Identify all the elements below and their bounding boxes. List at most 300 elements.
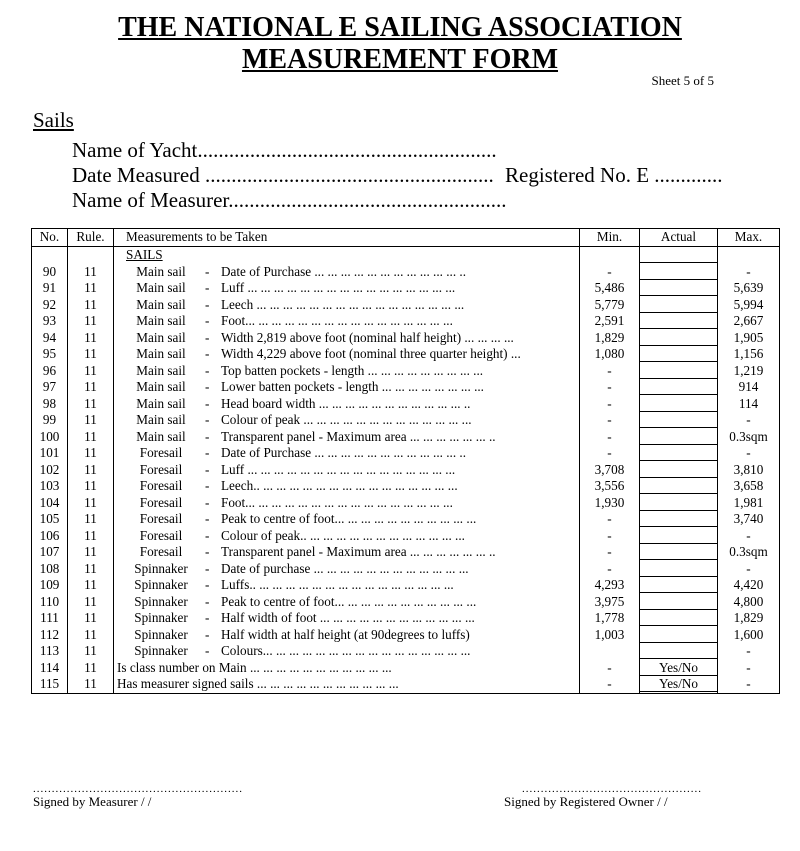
row-actual[interactable]: [640, 346, 718, 363]
table-row: [32, 627, 780, 644]
row-description: Date of Purchase ... ... ... ... ... ... ... ... ... ... ... ..: [221, 445, 467, 460]
row-sail: Main sail: [136, 428, 186, 444]
row-measurement: [114, 429, 580, 446]
row-max: 1,829: [718, 610, 780, 627]
row-rule: 11: [68, 660, 114, 677]
row-actual-value[interactable]: [640, 627, 717, 643]
row-no: 91: [32, 280, 68, 297]
section-title: Sails: [33, 108, 74, 132]
table-row: [32, 561, 780, 578]
row-max: 914: [718, 379, 780, 396]
row-min: -: [580, 511, 640, 528]
row-no: 94: [32, 330, 68, 347]
row-actual[interactable]: [640, 511, 718, 528]
row-min: -: [580, 544, 640, 561]
row-rule: 11: [68, 379, 114, 396]
row-actual-value[interactable]: [640, 396, 717, 412]
table-row: [32, 313, 780, 330]
row-description: Top batten pockets - length ... ... ... ... ... ... ... ... ...: [221, 362, 484, 378]
row-rule: 11: [68, 511, 114, 528]
row-actual[interactable]: [640, 643, 718, 660]
table-row: [32, 379, 780, 396]
row-sail: Main sail: [136, 296, 186, 312]
row-min: 1,003: [580, 627, 640, 644]
row-measurement: [114, 462, 580, 479]
row-actual-value[interactable]: [640, 379, 717, 395]
table-row: [32, 429, 780, 446]
row-description: Luff ... ... ... ... ... ... ... ... ... ... ... ... ... ... ... ...: [221, 280, 456, 295]
row-description: Date of purchase ... ... ... ... ... ... ... ... ... ... ... ...: [221, 560, 469, 576]
row-actual-value[interactable]: [640, 264, 717, 280]
row-actual-value[interactable]: [640, 462, 717, 478]
table-row: [32, 577, 780, 594]
measurement-table: [31, 228, 780, 694]
measurer-name-field[interactable]: Name of Measurer.....................................................: [72, 188, 507, 212]
row-description: Width 2,819 above foot (nominal half height) ... ... ... ...: [221, 329, 514, 345]
row-dash: -: [205, 362, 210, 378]
row-actual[interactable]: [640, 297, 718, 314]
row-dash: -: [205, 478, 210, 493]
row-actual[interactable]: [640, 544, 718, 561]
row-actual[interactable]: [640, 676, 718, 693]
row-sail: Foresail: [139, 544, 183, 559]
row-dash: -: [205, 296, 210, 312]
row-sail: Foresail: [139, 511, 183, 526]
row-max: 0.3sqm: [718, 544, 780, 561]
row-actual[interactable]: [640, 528, 718, 545]
row-min: 5,779: [580, 297, 640, 314]
row-actual[interactable]: [640, 561, 718, 578]
row-rule: 11: [68, 643, 114, 660]
row-sail: Spinnaker: [134, 643, 188, 658]
row-description: Colour of peak.. ... ... ... ... ... ... ... ... ... ... ... ...: [221, 527, 465, 543]
row-min: -: [580, 561, 640, 578]
yacht-name-field[interactable]: Name of Yacht.........................................................: [72, 138, 497, 162]
row-rule: 11: [68, 544, 114, 561]
row-min: -: [580, 676, 640, 693]
row-sail: Main sail: [136, 412, 186, 427]
row-description: Peak to centre of foot... ... ... ... ... ... ... ... ... ... ...: [221, 511, 477, 526]
row-min: 1,930: [580, 495, 640, 512]
row-sail: Spinnaker: [134, 610, 188, 625]
row-rule: 11: [68, 297, 114, 314]
row-rule: 11: [68, 346, 114, 363]
measurer-signature-line[interactable]: ........................................................: [33, 783, 243, 795]
row-no: 108: [32, 561, 68, 578]
table-row: [32, 610, 780, 627]
row-no: 100: [32, 429, 68, 446]
table-row: [32, 660, 780, 677]
col-header-max: Max.: [718, 229, 780, 247]
row-sail: Main sail: [136, 313, 186, 328]
row-no: 111: [32, 610, 68, 627]
row-actual-value[interactable]: [640, 495, 717, 511]
row-max: -: [718, 264, 780, 281]
row-actual-value[interactable]: Yes/No: [640, 660, 717, 676]
row-sail: Main sail: [136, 379, 186, 394]
row-actual-value[interactable]: [640, 363, 717, 379]
row-measurement: [114, 495, 580, 512]
row-dash: -: [205, 412, 210, 427]
row-dash: -: [205, 280, 210, 295]
row-actual[interactable]: [640, 462, 718, 479]
row-no: 110: [32, 594, 68, 611]
col-header-no: No.: [32, 229, 68, 247]
row-max: -: [718, 445, 780, 462]
row-min: -: [580, 445, 640, 462]
row-no: 95: [32, 346, 68, 363]
row-description: Peak to centre of foot... ... ... ... ... ... ... ... ... ... ...: [221, 593, 477, 609]
row-no: 93: [32, 313, 68, 330]
row-actual[interactable]: [640, 280, 718, 297]
table-row: [32, 280, 780, 297]
row-measurement: [114, 528, 580, 545]
table-row: [32, 445, 780, 462]
row-min: 2,591: [580, 313, 640, 330]
row-description: Luff ... ... ... ... ... ... ... ... ... ... ... ... ... ... ... ...: [221, 461, 456, 477]
row-dash: -: [205, 626, 210, 642]
row-description: Head board width ... ... ... ... ... ... ... ... ... ... ... ..: [221, 395, 471, 411]
row-dash: -: [205, 593, 210, 609]
table-row: [32, 528, 780, 545]
row-description: Half width at half height (at 90degrees to luffs): [221, 626, 470, 642]
row-measurement: [114, 346, 580, 363]
row-actual[interactable]: [640, 627, 718, 644]
col-header-actual: Actual: [640, 229, 718, 247]
row-sail: Foresail: [139, 461, 183, 477]
row-max: 114: [718, 396, 780, 413]
row-max: -: [718, 660, 780, 677]
row-actual-value[interactable]: Yes/No: [640, 676, 717, 692]
group-heading: SAILS: [126, 247, 163, 262]
date-measured-field[interactable]: Date Measured .......................................................: [72, 163, 494, 187]
row-dash: -: [205, 395, 210, 411]
row-rule: 11: [68, 330, 114, 347]
row-actual[interactable]: [640, 445, 718, 462]
row-actual[interactable]: [640, 577, 718, 594]
row-min: 3,708: [580, 462, 640, 479]
row-min: [580, 643, 640, 660]
row-measurement: [114, 676, 580, 693]
row-min: -: [580, 264, 640, 281]
row-max: -: [718, 528, 780, 545]
form-title-line1: THE NATIONAL E SAILING ASSOCIATION: [118, 12, 682, 43]
col-header-rule: Rule.: [68, 229, 114, 247]
row-rule: 11: [68, 478, 114, 495]
row-no: 105: [32, 511, 68, 528]
row-actual[interactable]: [640, 363, 718, 380]
row-description: Transparent panel - Maximum area ... ... ... ... ... ... ..: [221, 428, 496, 444]
row-actual-value[interactable]: [640, 544, 717, 560]
row-no: 114: [32, 660, 68, 677]
row-no: 115: [32, 676, 68, 693]
row-max: 3,740: [718, 511, 780, 528]
row-actual-value[interactable]: [640, 594, 717, 610]
row-max: 5,994: [718, 297, 780, 314]
row-max: 1,905: [718, 330, 780, 347]
row-max: 1,156: [718, 346, 780, 363]
row-max: -: [718, 676, 780, 693]
row-actual[interactable]: [640, 396, 718, 413]
row-max: 0.3sqm: [718, 429, 780, 446]
row-no: 106: [32, 528, 68, 545]
row-dash: -: [205, 560, 210, 576]
form-title-line2: MEASUREMENT FORM: [241, 44, 559, 75]
row-sail: Spinnaker: [134, 593, 188, 609]
row-max: -: [718, 412, 780, 429]
row-actual[interactable]: [640, 379, 718, 396]
col-header-measurement: Measurements to be Taken: [114, 229, 580, 247]
row-dash: -: [205, 379, 210, 394]
row-dash: -: [205, 494, 210, 510]
row-actual[interactable]: [640, 478, 718, 495]
table-row: [32, 676, 780, 693]
row-no: 107: [32, 544, 68, 561]
row-actual-value[interactable]: [640, 445, 717, 461]
row-dash: -: [205, 643, 210, 658]
row-rule: 11: [68, 676, 114, 693]
row-min: -: [580, 396, 640, 413]
row-actual[interactable]: [640, 264, 718, 281]
row-rule: 11: [68, 280, 114, 297]
row-actual-value[interactable]: [640, 528, 717, 544]
row-min: 1,829: [580, 330, 640, 347]
row-max: -: [718, 561, 780, 578]
row-min: 3,556: [580, 478, 640, 495]
row-measurement: [114, 379, 580, 396]
row-sail: Main sail: [136, 395, 186, 411]
row-actual-value[interactable]: [640, 297, 717, 313]
sheet-number: Sheet 5 of 5: [651, 73, 714, 88]
row-measurement: [114, 511, 580, 528]
row-description: Luffs.. ... ... ... ... ... ... ... ... ... ... ... ... ... ... ...: [221, 577, 454, 592]
row-max: 1,219: [718, 363, 780, 380]
row-measurement: [114, 627, 580, 644]
row-description: Date of Purchase ... ... ... ... ... ... ... ... ... ... ... ..: [221, 263, 467, 279]
row-dash: -: [205, 527, 210, 543]
row-min: 4,293: [580, 577, 640, 594]
row-rule: 11: [68, 412, 114, 429]
row-no: 98: [32, 396, 68, 413]
row-description: Is class number on Main ... ... ... ... ... ... ... ... ... ... ...: [117, 659, 392, 675]
group-heading-row: [32, 247, 780, 264]
row-rule: 11: [68, 495, 114, 512]
row-rule: 11: [68, 462, 114, 479]
row-min: -: [580, 412, 640, 429]
row-sail: Foresail: [139, 527, 183, 543]
table-row: [32, 396, 780, 413]
row-measurement: [114, 297, 580, 314]
row-dash: -: [205, 313, 210, 328]
row-rule: 11: [68, 264, 114, 281]
row-actual[interactable]: [640, 429, 718, 446]
table-row: [32, 544, 780, 561]
table-row: [32, 511, 780, 528]
row-no: 101: [32, 445, 68, 462]
row-rule: 11: [68, 594, 114, 611]
row-max: 2,667: [718, 313, 780, 330]
row-sail: Foresail: [139, 494, 183, 510]
row-max: 4,800: [718, 594, 780, 611]
row-description: Colours... ... ... ... ... ... ... ... ... ... ... ... ... ... ... ...: [221, 643, 471, 658]
row-min: -: [580, 429, 640, 446]
row-measurement: [114, 280, 580, 297]
row-no: 99: [32, 412, 68, 429]
row-actual-value[interactable]: [640, 346, 717, 362]
row-sail: Main sail: [136, 280, 186, 295]
row-no: 92: [32, 297, 68, 314]
row-measurement: [114, 610, 580, 627]
row-sail: Main sail: [136, 263, 186, 279]
row-dash: -: [205, 263, 210, 279]
row-sail: Spinnaker: [134, 626, 188, 642]
row-rule: 11: [68, 313, 114, 330]
row-min: 1,080: [580, 346, 640, 363]
table-row: [32, 594, 780, 611]
row-rule: 11: [68, 445, 114, 462]
row-description: Foot... ... ... ... ... ... ... ... ... ... ... ... ... ... ... ...: [221, 313, 453, 328]
row-actual-value[interactable]: [640, 643, 717, 659]
row-dash: -: [205, 428, 210, 444]
measurer-signature-label: Signed by Measurer / /: [33, 794, 152, 809]
row-dash: -: [205, 346, 210, 361]
row-sail: Foresail: [139, 478, 183, 493]
row-min: -: [580, 363, 640, 380]
row-measurement: [114, 594, 580, 611]
row-sail: Spinnaker: [134, 577, 188, 592]
row-actual-value[interactable]: [640, 280, 717, 296]
row-measurement: [114, 478, 580, 495]
row-actual-value[interactable]: [640, 478, 717, 494]
row-no: 97: [32, 379, 68, 396]
table-row: [32, 495, 780, 512]
row-actual-value[interactable]: [640, 429, 717, 445]
row-sail: Main sail: [136, 362, 186, 378]
row-description: Colour of peak ... ... ... ... ... ... ... ... ... ... ... ... ...: [221, 412, 472, 427]
row-dash: -: [205, 610, 210, 625]
registered-no-field[interactable]: Registered No. E .............: [505, 163, 723, 187]
row-actual[interactable]: [640, 610, 718, 627]
table-row: [32, 297, 780, 314]
row-max: 1,600: [718, 627, 780, 644]
table-row: [32, 478, 780, 495]
row-dash: -: [205, 461, 210, 477]
row-description: Leech.. ... ... ... ... ... ... ... ... ... ... ... ... ... ... ...: [221, 478, 458, 493]
row-dash: -: [205, 329, 210, 345]
row-description: Width 4,229 above foot (nominal three quarter height) ...: [221, 346, 521, 361]
table-row: [32, 363, 780, 380]
row-min: -: [580, 379, 640, 396]
row-measurement: [114, 577, 580, 594]
row-actual[interactable]: [640, 313, 718, 330]
row-min: 5,486: [580, 280, 640, 297]
table-row: [32, 330, 780, 347]
row-min: 3,975: [580, 594, 640, 611]
row-rule: 11: [68, 396, 114, 413]
row-actual[interactable]: [640, 330, 718, 347]
row-no: 112: [32, 627, 68, 644]
row-sail: Foresail: [139, 445, 183, 460]
row-rule: 11: [68, 528, 114, 545]
row-no: 113: [32, 643, 68, 660]
row-description: Lower batten pockets - length ... ... ... ... ... ... ... ...: [221, 379, 484, 394]
row-actual-value[interactable]: [640, 511, 717, 527]
row-measurement: [114, 660, 580, 677]
row-measurement: [114, 412, 580, 429]
row-actual-value[interactable]: [640, 330, 717, 346]
owner-signature-label: Signed by Registered Owner / /: [504, 794, 668, 809]
row-max: -: [718, 643, 780, 660]
row-description: Half width of foot ... ... ... ... ... ... ... ... ... ... ... ...: [221, 610, 475, 625]
row-description: Has measurer signed sails ... ... ... ... ... ... ... ... ... ... ...: [117, 676, 399, 691]
row-actual[interactable]: [640, 660, 718, 677]
row-actual-value[interactable]: [640, 313, 717, 329]
row-actual[interactable]: [640, 594, 718, 611]
row-measurement: [114, 561, 580, 578]
row-dash: -: [205, 544, 210, 559]
row-measurement: [114, 363, 580, 380]
row-actual-value[interactable]: [640, 412, 717, 428]
table-row: [32, 412, 780, 429]
row-no: 102: [32, 462, 68, 479]
row-actual-value[interactable]: [640, 561, 717, 577]
row-actual-value[interactable]: [640, 577, 717, 593]
table-row: [32, 643, 780, 660]
row-rule: 11: [68, 627, 114, 644]
row-max: 5,639: [718, 280, 780, 297]
row-description: Foot... ... ... ... ... ... ... ... ... ... ... ... ... ... ... ...: [221, 494, 453, 510]
row-actual-value[interactable]: [640, 610, 717, 626]
row-rule: 11: [68, 429, 114, 446]
row-min: 1,778: [580, 610, 640, 627]
row-measurement: [114, 330, 580, 347]
row-rule: 11: [68, 561, 114, 578]
row-measurement: [114, 544, 580, 561]
row-no: 109: [32, 577, 68, 594]
row-no: 90: [32, 264, 68, 281]
row-sail: Main sail: [136, 346, 186, 361]
row-dash: -: [205, 577, 210, 592]
table-row: [32, 462, 780, 479]
row-max: 4,420: [718, 577, 780, 594]
row-min: -: [580, 528, 640, 545]
row-no: 103: [32, 478, 68, 495]
col-header-min: Min.: [580, 229, 640, 247]
row-sail: Main sail: [136, 329, 186, 345]
table-row: [32, 346, 780, 363]
row-measurement: [114, 264, 580, 281]
row-dash: -: [205, 445, 210, 460]
owner-signature-line[interactable]: ................................................: [522, 783, 702, 795]
table-row: [32, 264, 780, 281]
row-sail: Spinnaker: [134, 560, 188, 576]
row-measurement: [114, 643, 580, 660]
row-max: 1,981: [718, 495, 780, 512]
row-no: 104: [32, 495, 68, 512]
row-actual[interactable]: [640, 495, 718, 512]
row-measurement: [114, 396, 580, 413]
row-rule: 11: [68, 610, 114, 627]
row-dash: -: [205, 511, 210, 526]
row-no: 96: [32, 363, 68, 380]
row-measurement: [114, 445, 580, 462]
row-measurement: [114, 313, 580, 330]
row-description: Transparent panel - Maximum area ... ... ... ... ... ... ..: [221, 544, 496, 559]
row-min: -: [580, 660, 640, 677]
row-actual[interactable]: [640, 412, 718, 429]
row-description: Leech ... ... ... ... ... ... ... ... ... ... ... ... ... ... ... ...: [221, 296, 465, 312]
row-rule: 11: [68, 577, 114, 594]
